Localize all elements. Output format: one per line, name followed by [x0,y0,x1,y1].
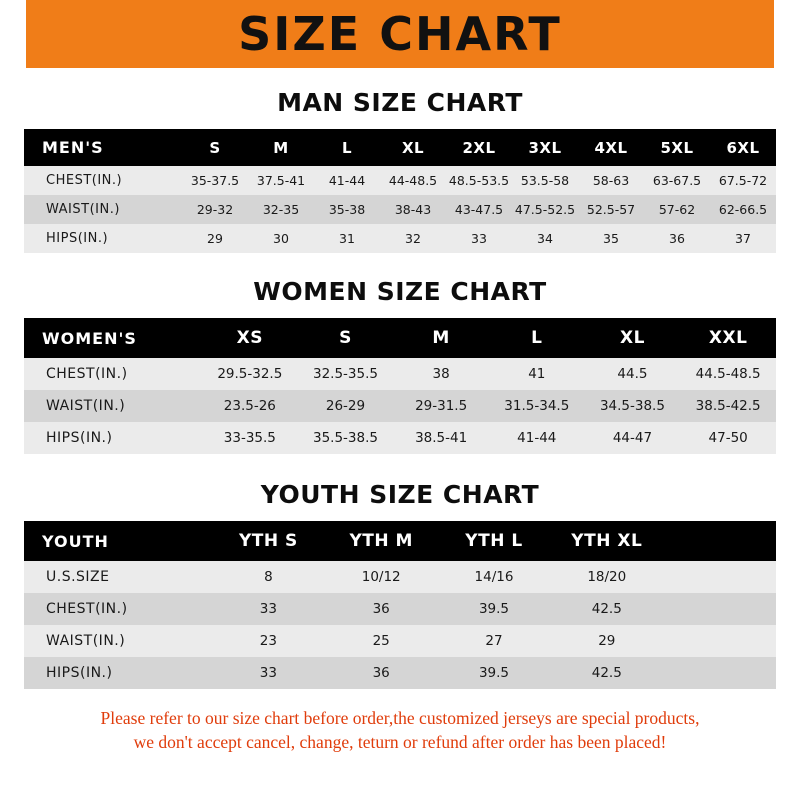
man-header-cell-1: S [182,129,248,166]
youth-row-2-label: WAIST(IN.) [24,625,212,657]
header-banner [0,0,800,68]
youth-row-0-label: U.S.SIZE [24,561,212,593]
man-table-head [24,129,776,166]
women-header-cell-6: XXL [680,318,776,358]
women-row-0-cell-0: 29.5-32.5 [202,358,298,390]
table-row [24,625,776,657]
women-row-2-cell-1: 35.5-38.5 [298,422,394,454]
man-row-1-label: WAIST(IN.) [24,195,182,224]
youth-row-0-cell-3: 18/20 [550,561,663,593]
youth-row-1-cell-0: 33 [212,593,325,625]
women-row-0-label: CHEST(IN.) [24,358,202,390]
women-row-1-cell-4: 34.5-38.5 [585,390,681,422]
man-row-0-cell-0: 35-37.5 [182,166,248,195]
man-header-cell-0: MEN'S [24,129,182,166]
youth-row-2-cell-0: 23 [212,625,325,657]
women-row-0-cell-2: 38 [393,358,489,390]
table-row [24,422,776,454]
table-row [24,166,776,195]
banner-notch-left [0,0,26,68]
footer-note-line-2: we don't accept cancel, change, teturn or refund after order has been placed! [133,731,667,752]
man-row-1-cell-3: 38-43 [380,195,446,224]
table-row [24,195,776,224]
man-row-1-cell-5: 47.5-52.5 [512,195,578,224]
man-row-1-cell-8: 62-66.5 [710,195,776,224]
youth-row-3-cell-2: 39.5 [438,657,551,689]
women-row-2-cell-4: 44-47 [585,422,681,454]
man-row-0-cell-1: 37.5-41 [248,166,314,195]
youth-header-cell-3: YTH L [438,521,551,561]
youth-table-body [24,561,776,689]
man-row-0-label: CHEST(IN.) [24,166,182,195]
youth-header-spacer [663,521,776,561]
youth-row-0-cell-0: 8 [212,561,325,593]
youth-header-cell-4: YTH XL [550,521,663,561]
man-row-2-cell-3: 32 [380,224,446,253]
footer-note [22,707,778,754]
content-area [0,88,800,689]
women-row-0-cell-3: 41 [489,358,585,390]
youth-size-table [24,521,776,689]
women-row-1-cell-5: 38.5-42.5 [680,390,776,422]
page-title: SIZE CHART [238,7,562,61]
man-row-0-cell-3: 44-48.5 [380,166,446,195]
women-row-2-label: HIPS(IN.) [24,422,202,454]
youth-row-0-spacer [663,561,776,593]
man-row-1-cell-6: 52.5-57 [578,195,644,224]
women-size-table [24,318,776,454]
man-section-title: MAN SIZE CHART [277,88,523,117]
man-header-cell-3: L [314,129,380,166]
youth-row-3-label: HIPS(IN.) [24,657,212,689]
youth-row-1-cell-2: 39.5 [438,593,551,625]
youth-row-1-cell-3: 42.5 [550,593,663,625]
youth-section-title: YOUTH SIZE CHART [260,480,540,509]
youth-row-1-cell-1: 36 [325,593,438,625]
women-header-cell-1: XS [202,318,298,358]
man-row-1-cell-1: 32-35 [248,195,314,224]
women-row-2-cell-0: 33-35.5 [202,422,298,454]
man-row-2-cell-6: 35 [578,224,644,253]
man-row-2-cell-1: 30 [248,224,314,253]
man-header-cell-6: 3XL [512,129,578,166]
women-row-2-cell-5: 47-50 [680,422,776,454]
youth-row-0-cell-2: 14/16 [438,561,551,593]
women-section-title: WOMEN SIZE CHART [253,277,547,306]
man-row-0-cell-7: 63-67.5 [644,166,710,195]
youth-row-2-cell-1: 25 [325,625,438,657]
women-header-cell-5: XL [585,318,681,358]
youth-row-3-cell-3: 42.5 [550,657,663,689]
man-row-2-cell-8: 37 [710,224,776,253]
women-row-1-cell-1: 26-29 [298,390,394,422]
table-row [24,561,776,593]
table-row [24,390,776,422]
man-row-2-cell-4: 33 [446,224,512,253]
man-row-2-cell-7: 36 [644,224,710,253]
women-row-2-cell-2: 38.5-41 [393,422,489,454]
table-header-row [24,129,776,166]
man-row-2-label: HIPS(IN.) [24,224,182,253]
man-row-1-cell-4: 43-47.5 [446,195,512,224]
women-table-head [24,318,776,358]
man-row-2-cell-0: 29 [182,224,248,253]
man-table-body [24,166,776,253]
youth-row-3-spacer [663,657,776,689]
women-header-cell-3: M [393,318,489,358]
man-row-2-cell-5: 34 [512,224,578,253]
table-row [24,657,776,689]
man-row-0-cell-6: 58-63 [578,166,644,195]
youth-header-cell-2: YTH M [325,521,438,561]
women-table-body [24,358,776,454]
women-header-cell-4: L [489,318,585,358]
table-row [24,593,776,625]
man-header-cell-8: 5XL [644,129,710,166]
women-row-1-label: WAIST(IN.) [24,390,202,422]
man-header-cell-7: 4XL [578,129,644,166]
table-header-row [24,521,776,561]
man-row-1-cell-0: 29-32 [182,195,248,224]
man-row-0-cell-4: 48.5-53.5 [446,166,512,195]
women-row-0-cell-5: 44.5-48.5 [680,358,776,390]
youth-row-1-spacer [663,593,776,625]
youth-row-3-cell-0: 33 [212,657,325,689]
footer-note-line-1: Please refer to our size chart before order,the customized jerseys are special products, [100,708,700,728]
women-row-0-cell-1: 32.5-35.5 [298,358,394,390]
youth-table-head [24,521,776,561]
women-row-2-cell-3: 41-44 [489,422,585,454]
youth-header-cell-0: YOUTH [24,521,212,561]
youth-row-2-cell-3: 29 [550,625,663,657]
table-row [24,358,776,390]
women-row-1-cell-2: 29-31.5 [393,390,489,422]
youth-header-cell-1: YTH S [212,521,325,561]
man-row-1-cell-2: 35-38 [314,195,380,224]
man-header-cell-4: XL [380,129,446,166]
women-row-1-cell-3: 31.5-34.5 [489,390,585,422]
man-row-1-cell-7: 57-62 [644,195,710,224]
man-row-0-cell-2: 41-44 [314,166,380,195]
table-header-row [24,318,776,358]
man-row-0-cell-5: 53.5-58 [512,166,578,195]
man-header-cell-5: 2XL [446,129,512,166]
youth-row-2-cell-2: 27 [438,625,551,657]
youth-row-2-spacer [663,625,776,657]
man-row-2-cell-2: 31 [314,224,380,253]
man-header-cell-2: M [248,129,314,166]
man-row-0-cell-8: 67.5-72 [710,166,776,195]
women-row-1-cell-0: 23.5-26 [202,390,298,422]
women-row-0-cell-4: 44.5 [585,358,681,390]
youth-row-3-cell-1: 36 [325,657,438,689]
youth-row-0-cell-1: 10/12 [325,561,438,593]
banner-notch-right [774,0,800,68]
women-header-cell-2: S [298,318,394,358]
man-size-table [24,129,776,253]
man-header-cell-9: 6XL [710,129,776,166]
youth-row-1-label: CHEST(IN.) [24,593,212,625]
table-row [24,224,776,253]
women-header-cell-0: WOMEN'S [24,318,202,358]
